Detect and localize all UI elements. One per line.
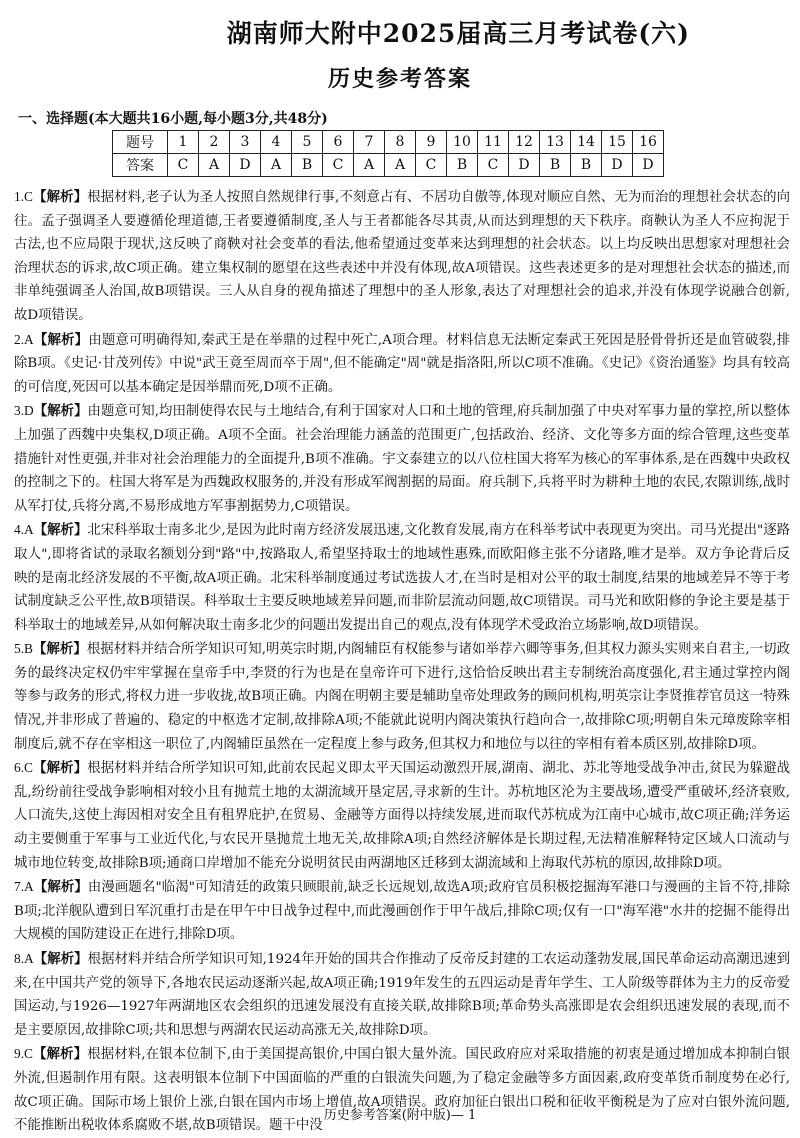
item-text: 根据材料并结合所学知识可知,1924年开始的国共合作推动了反帝反封建的工农运动蓬勃发展,国民革命运动高潮迅速到来,在中国共产党的领导下,各地农民运动逐渐兴起,故A项正确;1919年发生的五四运动是青年学生、工人阶级等群体为主力的反帝爱国运动,与1926—1927年两湖地区农会组织的迅速发展没有直接关联,故排除B项;革命势头高涨即是农会组织迅速发展的表现,而不是主要原因,故排除C项;共和思想与两湖农民运动高涨无关,故排除D项。 — [14, 952, 791, 1038]
answer-cell: B — [571, 154, 602, 177]
question-number: 5 — [292, 131, 323, 154]
explanation-item — [14, 518, 790, 637]
explanation-item — [14, 1042, 790, 1137]
row-label-answer: 答案 — [113, 154, 168, 177]
question-number: 12 — [509, 131, 540, 154]
answer-cell: D — [602, 154, 633, 177]
analysis-tag: 【解析】 — [33, 951, 88, 967]
question-number: 8 — [385, 131, 416, 154]
explanation-list — [14, 185, 790, 1138]
section-heading: 一、选择题(本大题共16小题,每小题3分,共48分) — [18, 111, 328, 127]
answer-cell: B — [540, 154, 571, 177]
answer-cell: A — [385, 154, 416, 177]
item-text: 根据材料并结合所学知识可知,明英宗时期,内阁辅臣有权能参与诸如举荐六卿等事务,但其权力源头实则来自君主,一切政务的最终决定权仍牢牢掌握在皇帝手中,李贤的行为也是在皇帝许可下进行,这恰恰反映出君主专制统治高度强化,君主通过掌控内阁等参与政务的形式,将权力进一步收拢,故B项正确。内阁在明朝主要是辅助皇帝处理政务的顾问机构,明英宗让李贤推荐官员这一特殊情况,并非形成了普遍的、稳定的中枢选才定制,故排除A项;不能就此说明内阁决策执行趋向合一,故排除C项;明朝自朱元璋废除宰相制度后,就不存在宰相这一职位了,内阁辅臣虽然在一定程度上参与政务,但其权力和地位与以往的宰相有着本质区别,故排除D项。 — [14, 642, 790, 752]
answer-table — [112, 130, 664, 177]
item-number: 7.A — [14, 879, 34, 895]
item-number: 8.A — [14, 951, 34, 966]
explanation-item — [14, 185, 790, 328]
item-text: 由漫画题名"临渴"可知清廷的政策只顾眼前,缺乏长远规划,故选A项;政府官员积极挖掘海军港口与漫画的主旨不符,排除B项;北洋舰队遭到日军沉重打击是在甲午中日战争过程中,而此漫画创作于甲午战后,排除C项;仅有一口"海军港"水井的挖掘不能得出大规模的国防建设正在进行,排除D项。 — [14, 880, 790, 943]
page-footer: 历史参考答案(附中版)— 1 — [323, 1108, 477, 1123]
page-title: 湖南师大附中2025届高三月考试卷(六) — [226, 19, 690, 48]
answer-table-row-numbers — [113, 131, 664, 154]
answer-table-row-answers — [113, 154, 664, 177]
question-number: 16 — [633, 131, 664, 154]
analysis-tag: 【解析】 — [33, 331, 89, 348]
question-number: 10 — [447, 131, 478, 154]
answer-cell: C — [323, 154, 354, 177]
item-text: 由题意可明确得知,秦武王是在举鼎的过程中死亡,A项合理。材料信息无法断定秦武王死因是胫骨骨折还是血管破裂,排除B项。《史记·甘茂列传》中说"武王竟至周而卒于周",但不能确定"周"就是指洛阳,所以C项不准确。《史记》《资治通鉴》均具有较高的可信度,死因可以基本确定是因举鼎而死,D项不正确。 — [14, 332, 791, 395]
answer-cell: A — [199, 154, 230, 177]
answer-cell: A — [354, 154, 385, 177]
item-number: 3.D — [14, 403, 34, 419]
answer-cell: A — [261, 154, 292, 177]
analysis-tag: 【解析】 — [33, 879, 88, 896]
question-number: 4 — [261, 131, 292, 154]
item-number: 1.C — [14, 189, 33, 204]
answer-cell: C — [168, 154, 199, 177]
item-text: 根据材料并结合所学知识可知,此前农民起义即太平天国运动激烈开展,湖南、湖北、苏北等地受战争冲击,贫民为躲避战乱,纷纷前往受战争影响相对较小且有抛荒土地的太湖流域开垦定居,寻求新的生计。苏杭地区沦为主要战场,遭受严重破坏,经济衰败,人口流失,这使上海因相对安全且有租界庇护,在贸易、金融等方面得以持续发展,进而取代苏杭成为江南中心城市,故C项正确;洋务运动主要侧重于军事与工业近代化,与农民开垦抛荒土地无关,故排除A项;自然经济解体是长期过程,无法精准解释特定区域人口流动与城市地位转变,故排除B项;通商口岸增加不能充分说明贫民由两湖地区迁移到太湖流域和上海取代苏杭的原因,故排除D项。 — [14, 761, 791, 871]
analysis-tag: 【解析】 — [32, 641, 87, 658]
item-text: 根据材料,老子认为圣人按照自然规律行事,不刻意占有、不居功自傲等,体现对顺应自然、无为而治的理想社会状态的向往。孟子强调圣人要遵循伦理道德,王者要遵循制度,圣人与王者都能各尽其责,从而达到理想的天下秩序。商鞅认为圣人不应拘泥于古法,也不应局限于现状,这反映了商鞅对社会变革的看法,他希望通过变革来达到理想的社会状态。以上均反映出思想家对理想社会治理状态的诉求,故C项正确。建立集权制的愿望在这些表述中并没有体现,故A项错误。这些表述更多的是对理想社会状态的描述,而非单纯强调圣人治国,故B项错误。三人从自身的视角描述了理想中的圣人形象,表达了对理想社会的追求,并没有体现学说融合创新,故D项错误。 — [14, 190, 791, 323]
explanation-item — [14, 399, 790, 518]
question-number: 6 — [323, 131, 354, 154]
answer-cell: B — [447, 154, 478, 177]
row-label-number: 题号 — [113, 131, 168, 154]
question-number: 3 — [230, 131, 261, 154]
item-text: 北宋科举取士南多北少,是因为此时南方经济发展迅速,文化教育发展,南方在科举考试中表现更为突出。司马光提出"逐路取人",即将省试的录取名额划分到"路"中,按路取人,希望坚持取士的地域性惠殊,而欧阳修主张不分诸路,唯才是举。双方争论背后反映的是南北经济发展的不平衡,故A项正确。北宋科举制度通过考试选拔人才,在当时是相对公平的取士制度,结果的地域差异不等于考试制度缺乏公平性,故B项错误。科举取士主要反映地域差异问题,而非阶层流动问题,故C项错误。司马光和欧阳修的争论主要是基于科举取士的地域差异,从如何解决取士南多北少的问题出发提出自己的观点,没有体现学术受政治立场影响,故D项错误。 — [14, 523, 790, 633]
analysis-tag: 【解析】 — [33, 403, 88, 420]
analysis-tag: 【解析】 — [32, 189, 88, 205]
explanation-item — [14, 947, 790, 1042]
question-number: 11 — [478, 131, 509, 154]
analysis-tag: 【解析】 — [32, 1046, 88, 1063]
question-number: 13 — [540, 131, 571, 154]
page-subtitle: 历史参考答案 — [327, 66, 472, 92]
answer-cell: C — [416, 154, 447, 177]
question-number: 1 — [168, 131, 199, 154]
analysis-tag: 【解析】 — [32, 760, 88, 777]
item-text: 由题意可知,均田制使得农民与土地结合,有利于国家对人口和土地的管理,府兵制加强了中央对军事力量的掌控,所以整体上加强了西魏中央集权,D项正确。A项不全面。社会治理能力涵盖的范围更广,包括政治、经济、文化等多方面的综合管理,这些变革措施针对性更强,并非对社会治理能力的全面提升,B项不准确。宇文泰建立的以八位柱国大将军为核心的军事体系,是在西魏中央政权的控制之下的。柱国大将军是为西魏政权服务的,并没有形成军阀割据的局面。府兵制下,兵将平时为耕种土地的农民,农隙训练,战时从军打仗,兵将分离,不易形成地方军事割据势力,C项错误。 — [14, 404, 790, 514]
answer-cell: B — [292, 154, 323, 177]
analysis-tag: 【解析】 — [33, 522, 88, 539]
explanation-item — [14, 756, 790, 875]
item-number: 6.C — [14, 760, 33, 776]
explanation-item — [14, 875, 790, 947]
question-number: 14 — [571, 131, 602, 154]
item-text: 根据材料,在银本位制下,由于美国提高银价,中国白银大量外流。国民政府应对采取措施的初衷是通过增加成本抑制白银外流,但遏制作用有限。这表明银本位制下中国面临的严重的白银流失问题,为了稳定金融等多方面因素,政府变革货币制度势在必行,故C项正确。国际市场上银价上涨,白银在国内市场上增值,故A项错误。政府加征白银出口税和征收平衡税是为了应对白银外流问题,不能推断出税收体系腐败不堪,故B项错误。题干中没 — [14, 1047, 791, 1134]
item-number: 4.A — [14, 522, 34, 538]
item-number: 5.B — [14, 641, 33, 657]
item-number: 9.C — [14, 1046, 33, 1062]
answer-cell: C — [478, 154, 509, 177]
question-number: 7 — [354, 131, 385, 154]
question-number: 15 — [602, 131, 633, 154]
question-number: 9 — [416, 131, 447, 154]
explanation-item — [14, 637, 790, 756]
item-number: 2.A — [14, 331, 34, 347]
question-number: 2 — [199, 131, 230, 154]
answer-cell: D — [230, 154, 261, 177]
answer-cell: D — [509, 154, 540, 177]
answer-cell: D — [633, 154, 664, 177]
explanation-item — [14, 328, 790, 400]
